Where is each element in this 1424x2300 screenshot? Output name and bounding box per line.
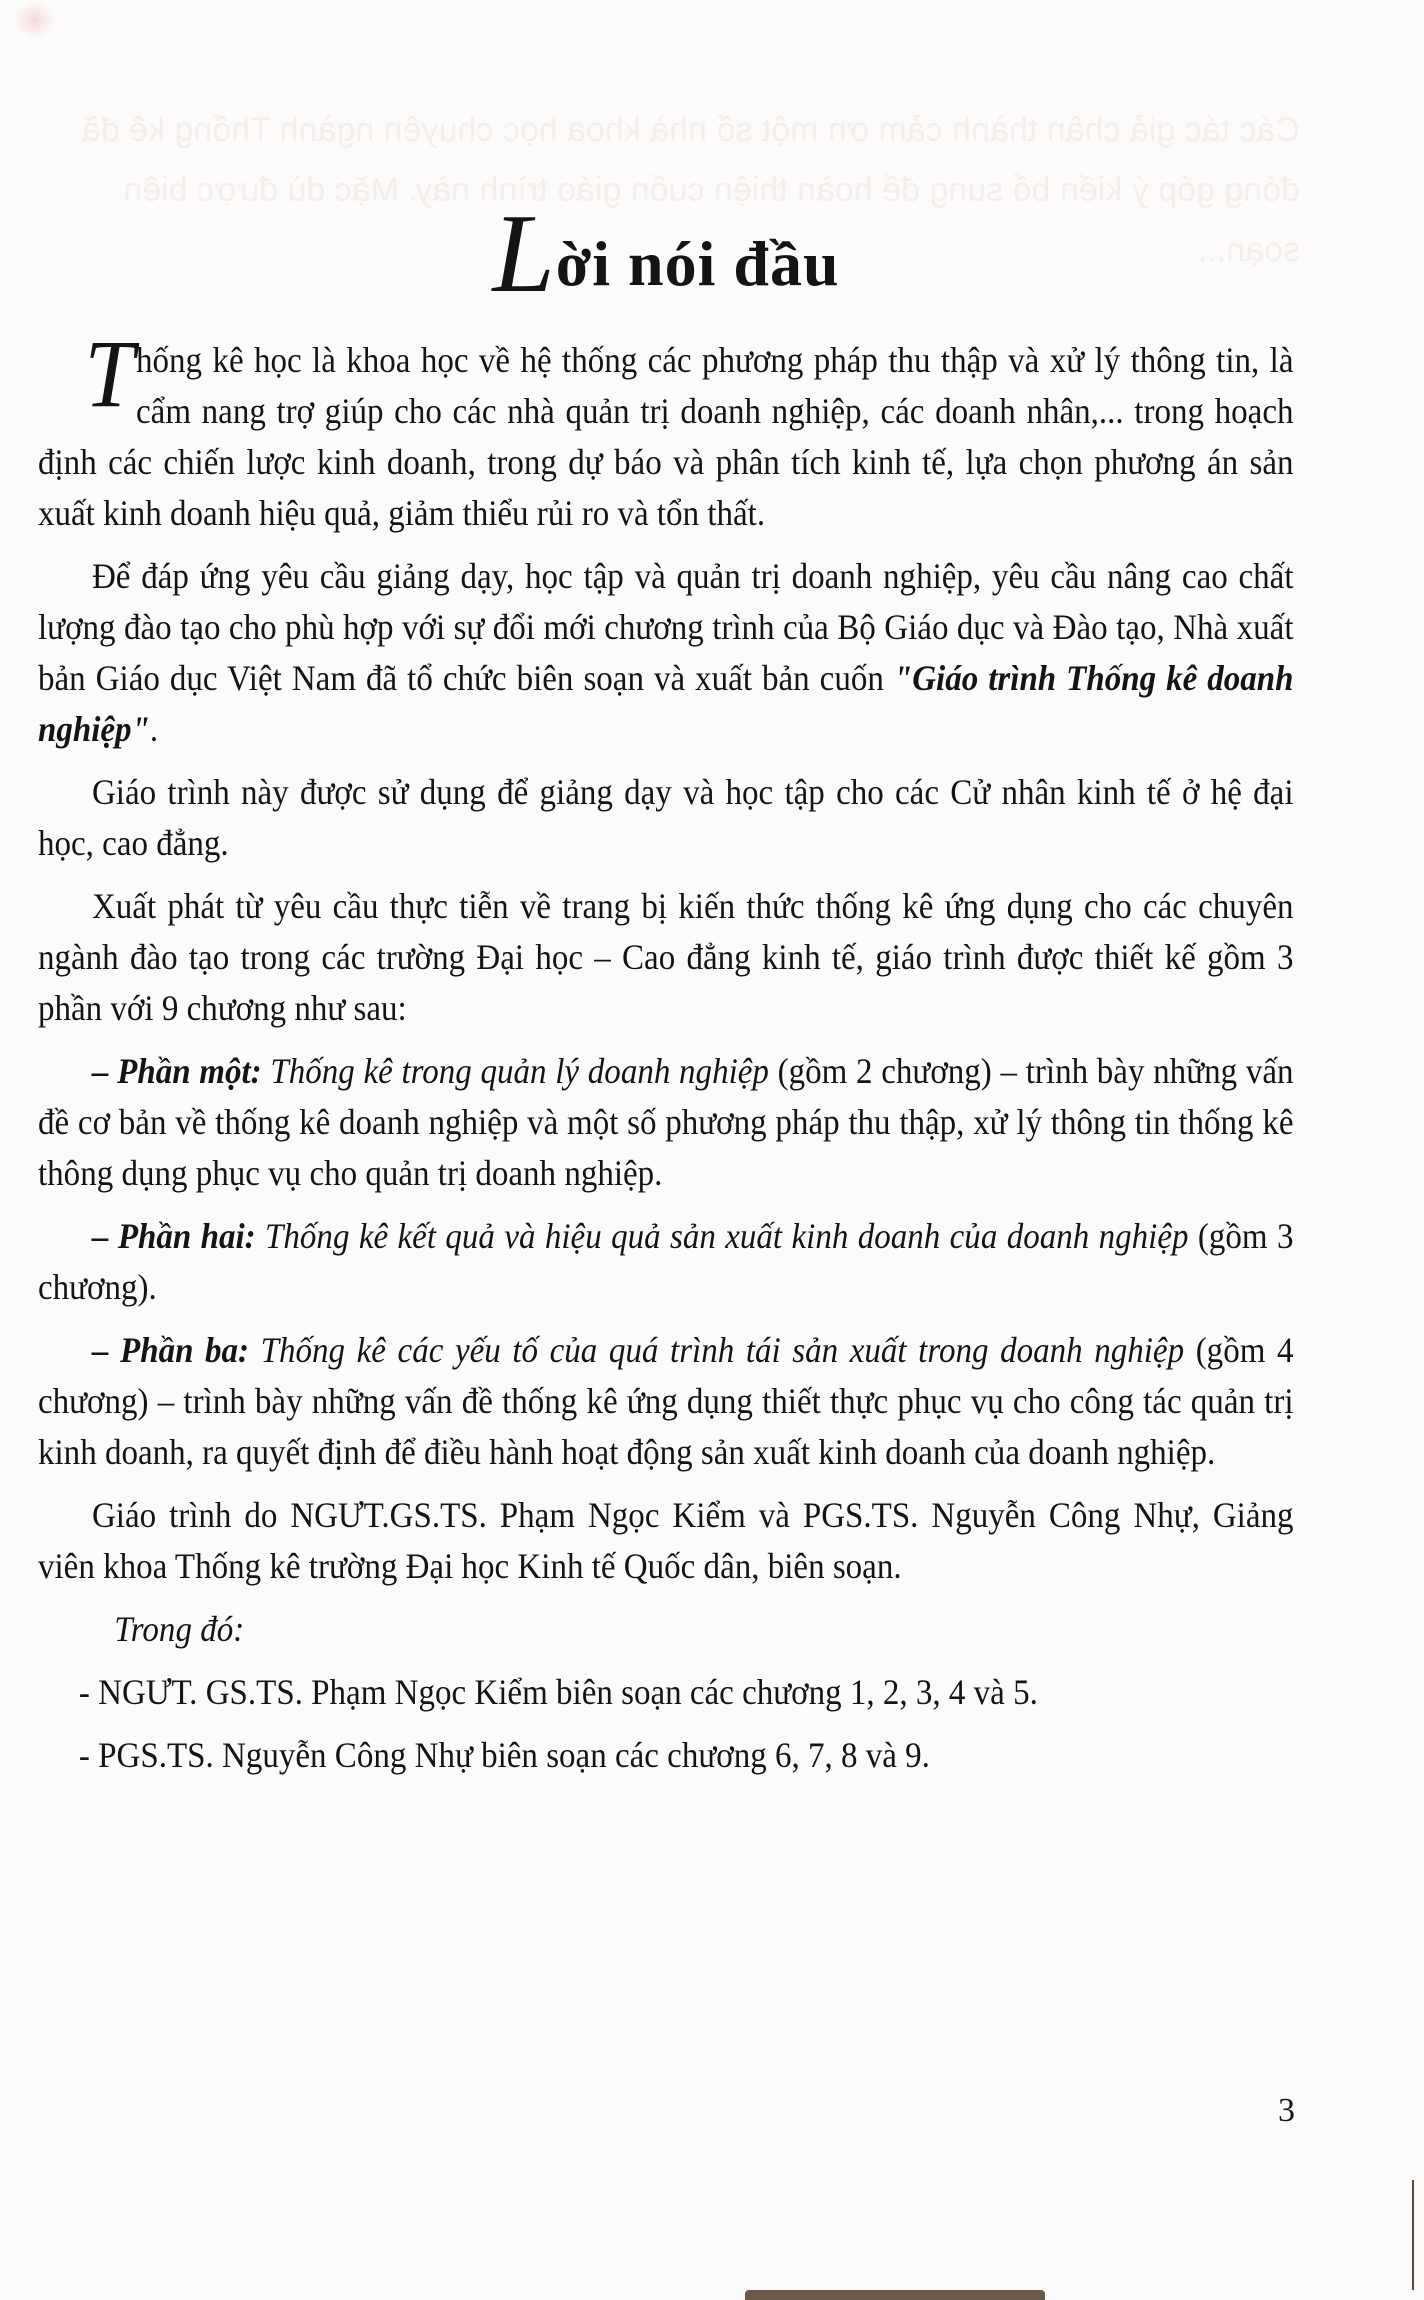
paragraph-structure: Xuất phát từ yêu cầu thực tiễn về trang bị kiến thức thống kê ứng dụng cho các chuyên ngành đào tạo trong các trường Đại học – Cao đẳng kinh tế, giáo trình được thiết kế gồm 3 phần với 9 chương như sau: (38, 886, 1294, 1028)
paragraph-intro (38, 320, 1294, 539)
paragraph-audience: Giáo trình này được sử dụng để giảng dạy và học tập cho các Cử nhân kinh tế ở hệ đại học, cao đẳng. (38, 772, 1294, 863)
punctuation: . (149, 709, 159, 749)
part-three-desc: (gồm 4 chương) – trình bày những vấn đề thống kê ứng dụng thiết thực phục vụ cho công tác quản trị kinh doanh, ra quyết định để điều hành hoạt động sản xuất kinh doanh của doanh nghiệp. (38, 1330, 1294, 1472)
part-three (38, 1325, 1294, 1478)
page-number: 3 (1278, 2092, 1295, 2129)
part-one-label: – Phần một: (91, 1051, 262, 1091)
body-text (38, 320, 1294, 1793)
part-two (38, 1211, 1294, 1313)
note-label: Trong đó: (114, 1609, 245, 1649)
author-item-2: - PGS.TS. Nguyễn Công Nhự biên soạn các chương 6, 7, 8 và 9. (78, 1735, 930, 1775)
page-title (38, 190, 1294, 319)
drop-cap: T (84, 320, 135, 427)
paragraph-authors: Giáo trình do NGƯT.GS.TS. Phạm Ngọc Kiểm và PGS.TS. Nguyễn Công Nhự, Giảng viên khoa Thống kê trường Đại học Kinh tế Quốc dân, biên soạn. (38, 1495, 1294, 1586)
title-text: ời nói đầu (555, 228, 840, 299)
bleed-through-text: Các tác giả chân thành cảm ơn một số nhà khoa học chuyên ngành Thống kê đã đóng góp ý kiến bổ sung để hoàn thiện cuốn giáo trình này. Mặc dù được biên soạn... (81, 111, 1300, 269)
part-one-desc: (gồm 2 chương) – trình bày những vấn đề cơ bản về thống kê doanh nghiệp và một số phương pháp thu thập, xử lý thông tin thống kê thông dụng phục vụ cho quản trị doanh nghiệp. (38, 1051, 1294, 1193)
part-two-desc: (gồm 3 chương). (38, 1216, 1294, 1307)
paragraph-purpose (38, 551, 1294, 755)
paragraph-text: hống kê học là khoa học về hệ thống các phương pháp thu thập và xử lý thông tin, là cẩm nang trợ giúp cho các nhà quản trị doanh nghiệp, các doanh nhân,... trong hoạch định các chiến lược kinh doanh, trong dự báo và phân tích kinh tế, lựa chọn phương án sản xuất kinh doanh hiệu quả, giảm thiểu rủi ro và tổn thất. (38, 340, 1294, 533)
title-initial: L (492, 192, 556, 316)
part-three-title: Thống kê các yếu tố của quá trình tái sản xuất trong doanh nghiệp (249, 1330, 1185, 1370)
part-one (38, 1046, 1294, 1199)
author-item-1: - NGƯT. GS.TS. Phạm Ngọc Kiểm biên soạn các chương 1, 2, 3, 4 và 5. (78, 1672, 1038, 1712)
part-two-label: – Phần hai: (91, 1216, 256, 1256)
book-title: "Giáo trình Thống kê doanh nghiệp" (38, 658, 1294, 749)
part-one-title: Thống kê trong quản lý doanh nghiệp (261, 1051, 769, 1091)
part-two-title: Thống kê kết quả và hiệu quả sản xuất kinh doanh của doanh nghiệp (255, 1216, 1189, 1256)
page-edge-shadow (1412, 2180, 1414, 2290)
paragraph-text: Để đáp ứng yêu cầu giảng dạy, học tập và quản trị doanh nghiệp, yêu cầu nâng cao chất lượng đào tạo cho phù hợp với sự đổi mới chương trình của Bộ Giáo dục và Đào tạo, Nhà xuất bản Giáo dục Việt Nam đã tổ chức biên soạn và xuất bản cuốn (38, 556, 1294, 698)
paper-smudge (15, 0, 55, 40)
part-three-label: – Phần ba: (91, 1330, 250, 1370)
binding-artifact (745, 2290, 1045, 2300)
